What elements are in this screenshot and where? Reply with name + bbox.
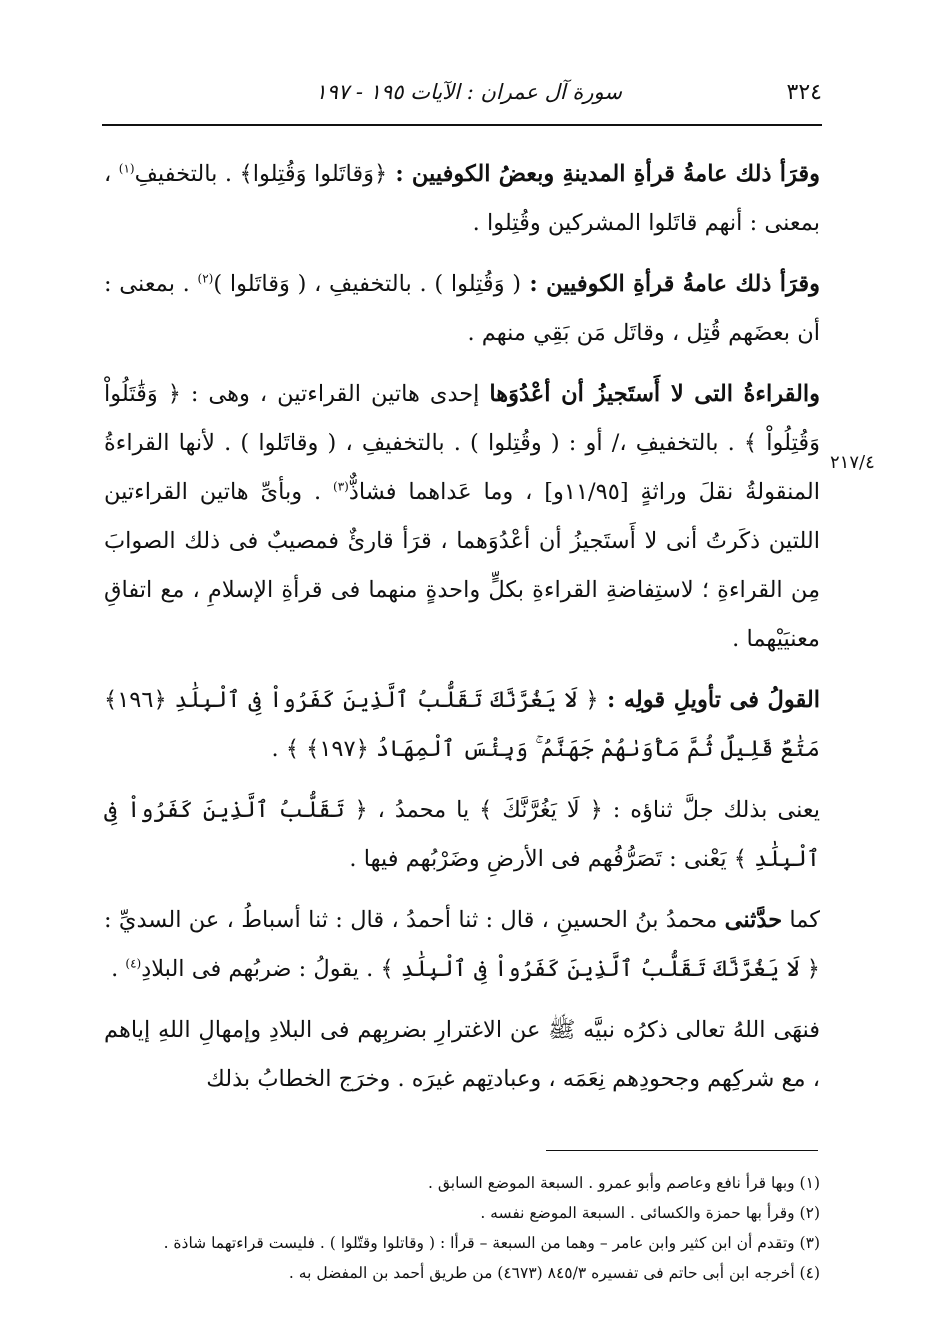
paragraph-2-lead: وقرَأ ذلك عامةُ قرأةِ الكوفيين : xyxy=(521,271,821,297)
paragraph-5 xyxy=(104,786,820,884)
paragraph-7-text: فنهَى اللهُ تعالى ذكرُه نبيَّه ﷺ عن الاغترارِ بضربِهم فى البلادِ وإمهالِ اللهِ إياهم ، مع شركِهم وجحودِهم نِعَمَه ، وعبادتِهم غيرَه . وخرَج الخطابُ بذلك xyxy=(104,1017,820,1092)
running-head: سورة آل عمران : الآيات ١٩٥ - ١٩٧ xyxy=(315,80,622,104)
paragraph-2-text-end: . بمعنى : أن بعضَهم قُتِل ، وقاتَل مَن بَقِي منهم . xyxy=(104,271,820,346)
paragraph-3-text-end: . وبأىِّ هاتين القراءتين اللتين ذكَرتُ أنى لا أَستَجيزُ أن أعْدُوَهما ، قرَأ قارئٌ فمصيبٌ فى ذلك الصوابَ مِن القراءةِ ؛ لاستِفاضةِ القراءةِ بكلٍّ واحدةٍ منهما فى قرأةِ الإسلامِ ، مع اتفاقِ معنيَيْهما . xyxy=(104,479,820,652)
paragraph-6-text-end: . يقولُ : ضربُهم فى البلادِ xyxy=(141,956,381,982)
footnotes xyxy=(104,1168,820,1288)
page-header xyxy=(104,80,822,114)
quran-verse: ﴿ لَا يَغُرَّنَّكَ تَقَلُّبُ ٱلَّذِينَ كَفَرُواْ فِى ٱلْبِلَٰدِ ﴿١٩٦﴾ مَتَٰعٌ قَلِيلٌ ثُمَّ مَأْوَىٰهُمْ جَهَنَّمُ ۚ وَبِئْسَ ٱلْمِهَادُ ﴿١٩٧﴾ ﴾ xyxy=(104,687,820,762)
page-number: ٣٢٤ xyxy=(786,80,822,105)
footnote-marker: (٤) xyxy=(125,956,142,971)
quran-quote: ﴿ تَقَلُّبُ ٱلَّذِينَ كَفَرُواْ فِى ٱلْبِلَٰدِ ﴾ xyxy=(104,797,820,872)
footnote-4: (٤) أخرجه ابن أبى حاتم فى تفسيره ٨٤٥/٣ (٤٦٧٣) من طريق أحمد بن المفضل به . xyxy=(288,1264,820,1282)
paragraph-3-text: إحدى هاتين القراءتين ، وهى : ﴿ وَقَٰتَلُواْ وَقُتِلُواْ ﴾ . بالتخفيفِ ،/ أو : ( وقُتِلوا ) . بالتخفيفِ ، ( وقاتَلوا ) . لأنها القراءةُ المنقولةُ نقلَ وراثةٍ [١١/٩٥و] ، وما عَداهما فشاذٌّ xyxy=(104,381,820,505)
section-heading: القولُ فى تأويلِ قولِه : xyxy=(598,687,820,713)
paragraph-6 xyxy=(104,896,820,994)
footnote-rule xyxy=(546,1150,818,1151)
header-rule xyxy=(102,124,822,126)
footnote-3: (٣) وتقدم أن ابن كثير وابن عامر – وهما من السبعة – قرأا : ( وقاتلوا وقتّلوا ) . فليست قراءتهما شاذة . xyxy=(163,1234,820,1252)
paragraph-5-text-mid: يا محمدُ ، xyxy=(367,797,480,823)
paragraph-6-chain: محمدُ بنُ الحسينِ ، قال : ثنا أحمدُ ، قال : ثنا أسباطُ ، عن السديِّ : xyxy=(104,907,725,933)
footnote-marker: (٢) xyxy=(197,271,214,286)
paragraph-2 xyxy=(104,260,820,358)
paragraph-4-heading xyxy=(104,676,820,774)
footnote-2: (٢) وقرأ بها حمزة والكسائى . السبعة الموضع نفسه . xyxy=(480,1204,820,1222)
footnote-1: (١) وبها قرأ نافع وعاصم وأبو عمرو . السبعة الموضع السابق . xyxy=(428,1174,820,1192)
footnote-marker: (٣) xyxy=(333,479,349,494)
paragraph-5-text: يعنى بذلك جلَّ ثناؤه : xyxy=(602,797,820,823)
footnote-marker: (١) xyxy=(118,161,135,176)
paragraph-4-end: . xyxy=(271,736,286,762)
paragraph-3-lead: والقراءةُ التى لا أَستَجيزُ أن أعْدُوَها xyxy=(489,381,820,407)
quran-quote: ﴿ لَا يَغُرَّنَّكَ تَقَلُّبُ ٱلَّذِينَ كَفَرُواْ فِى ٱلْبِلَٰدِ ﴾ xyxy=(380,956,820,982)
main-text xyxy=(104,150,820,1116)
paragraph-1 xyxy=(104,150,820,248)
hadith-chain-keyword: حدَّثنى xyxy=(724,907,783,933)
quran-quote: ﴿وَقاتَلوا وَقُتِلوا﴾ xyxy=(239,161,388,187)
paragraph-6-text: كما xyxy=(782,907,821,933)
quran-quote: ﴿ لَا يَغُرَّنَّكَ ﴾ xyxy=(479,797,603,823)
paragraph-1-text: . بالتخفيفِ xyxy=(134,161,240,187)
paragraph-2-text: ( وَقُتِلوا ) . بالتخفيفِ ، ( وَقاتَلوا ) xyxy=(213,271,522,297)
paragraph-6-close: . xyxy=(111,956,126,982)
paragraph-1-text-end: ، بمعنى : أنهم قاتَلوا المشركين وقُتِلوا . xyxy=(104,161,820,236)
paragraph-3 xyxy=(104,370,820,664)
paragraph-1-lead: وقرَأ ذلك عامةُ قرأةِ المدينةِ وبعضُ الكوفيين : xyxy=(387,161,820,187)
paragraph-5-text-end: يَعْنى : تَصَرُّفُهم فى الأرضِ وضَرْبُهم فيها . xyxy=(349,846,734,872)
paragraph-7 xyxy=(104,1006,820,1104)
margin-reference: ٢١٧/٤ xyxy=(830,452,875,473)
